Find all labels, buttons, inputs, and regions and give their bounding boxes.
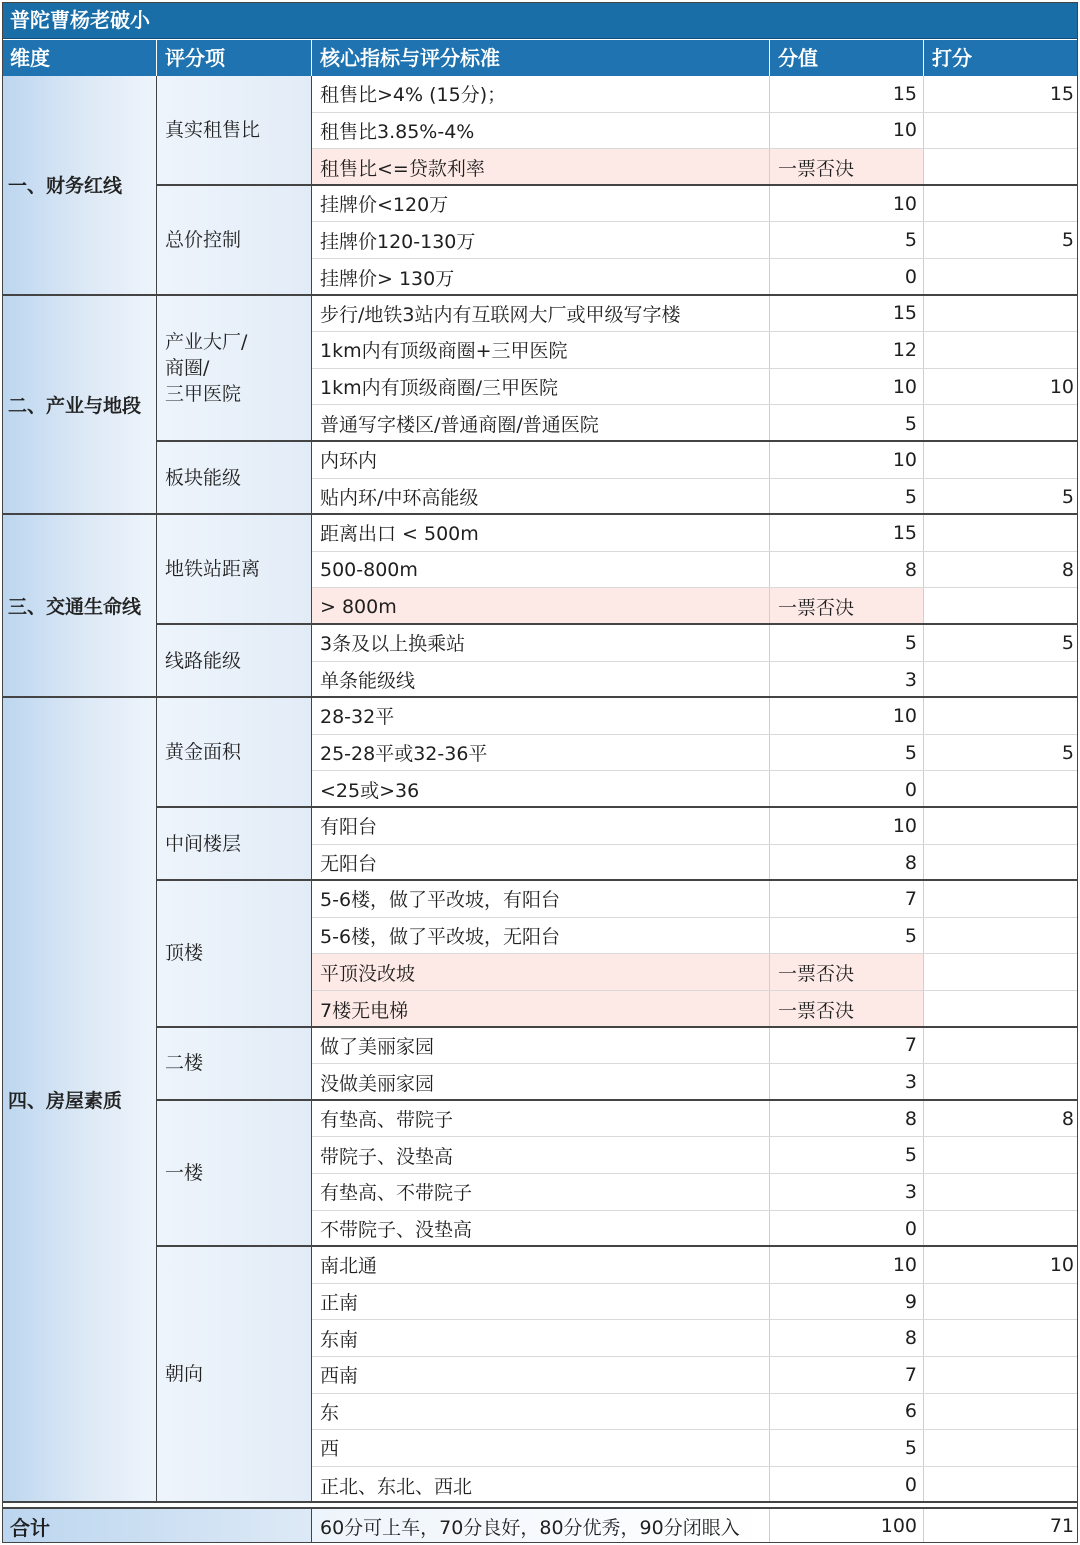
table-row: [312, 1357, 1078, 1394]
score-cell: [924, 1284, 1078, 1320]
score-cell: [924, 991, 1078, 1028]
score-cell: [924, 1430, 1078, 1466]
score-cell: [924, 405, 1078, 442]
table-row: [312, 405, 1078, 442]
item-label: 板块能级: [165, 466, 242, 489]
item-label: 二楼: [165, 1052, 204, 1075]
value-cell: 5: [770, 735, 924, 771]
item-label: 产业大厂/: [165, 330, 248, 353]
value-cell: 6: [770, 1394, 924, 1430]
item-label: 真实租售比: [165, 118, 261, 141]
table-row: [312, 332, 1078, 369]
table-row: [312, 588, 1078, 625]
total-value: 100: [770, 1509, 924, 1543]
criteria-cell: 普通写字楼区/普通商圈/普通医院: [312, 405, 770, 442]
table-row: [312, 76, 1078, 113]
dimension-cell: 一、财务红线: [2, 76, 157, 296]
score-cell: [924, 113, 1078, 149]
criteria-cell: 距离出口 < 500m: [312, 515, 770, 551]
item-label: 中间楼层: [165, 832, 242, 855]
value-cell: 10: [770, 113, 924, 149]
value-cell: 3: [770, 662, 924, 699]
item-cell: [157, 76, 312, 186]
score-cell: [924, 918, 1078, 954]
table-row: [312, 222, 1078, 259]
criteria-cell: 租售比<=贷款利率: [312, 149, 770, 186]
value-cell: 5: [770, 405, 924, 442]
score-cell: [924, 515, 1078, 551]
value-cell: 15: [770, 515, 924, 551]
value-cell: 10: [770, 698, 924, 734]
score-cell: 8: [1061, 1107, 1074, 1130]
criteria-cell: 有阳台: [312, 808, 770, 844]
score-cell: [924, 1064, 1078, 1101]
value-cell: 10: [770, 808, 924, 844]
value-cell: 8: [770, 845, 924, 882]
score-cell: [924, 1028, 1078, 1064]
score-cell: [924, 881, 1078, 917]
table-row: [312, 442, 1078, 479]
scoring-table: [2, 2, 1078, 1543]
criteria-cell: 南北通: [312, 1247, 770, 1283]
veto-value-cell: 一票否决: [770, 991, 924, 1028]
score-cell: [924, 771, 1078, 808]
value-cell: 0: [770, 259, 924, 296]
table-row: [312, 735, 1078, 772]
value-cell: 7: [770, 1357, 924, 1393]
criteria-cell: 平顶没改坡: [312, 954, 770, 990]
score-cell: [924, 1467, 1078, 1504]
criteria-cell: 租售比3.85%-4%: [312, 113, 770, 149]
score-cell: [924, 588, 1078, 625]
veto-value-cell: 一票否决: [770, 588, 924, 625]
table-row: [312, 1284, 1078, 1321]
criteria-cell: 500-800m: [312, 552, 770, 588]
header-row: [2, 40, 1078, 76]
total-criteria: 60分可上车，70分良好，80分优秀，90分闭眼入: [312, 1509, 770, 1543]
value-cell: 0: [770, 771, 924, 808]
item-label: 总价控制: [165, 228, 242, 251]
criteria-cell: 有垫高、不带院子: [312, 1174, 770, 1210]
table-row: [312, 296, 1078, 333]
criteria-cell: 有垫高、带院子: [312, 1101, 770, 1137]
criteria-cell: 3条及以上换乘站: [312, 625, 770, 661]
criteria-cell: 贴内环/中环高能级: [312, 479, 770, 516]
table-row: [312, 1320, 1078, 1357]
criteria-cell: 东: [312, 1394, 770, 1430]
header-score: 打分: [932, 46, 972, 70]
header-value: 分值: [770, 40, 924, 76]
table-row: [312, 771, 1078, 808]
score-cell: 10: [1049, 375, 1074, 398]
header-dimension: 维度: [2, 40, 157, 76]
criteria-cell: > 800m: [312, 588, 770, 625]
value-cell: 5: [770, 479, 924, 516]
item-cell: [157, 1247, 312, 1503]
table-row: [312, 881, 1078, 918]
score-cell: [924, 1137, 1078, 1173]
value-cell: 7: [770, 881, 924, 917]
table-row: [312, 1394, 1078, 1431]
criteria-cell: 5-6楼，做了平改坡，无阳台: [312, 918, 770, 954]
item-label: 三甲医院: [165, 382, 242, 405]
table-row: [312, 1028, 1078, 1065]
score-cell: [924, 1394, 1078, 1430]
score-cell: [924, 1174, 1078, 1210]
item-separator: [312, 1501, 1078, 1503]
score-cell: [924, 1357, 1078, 1393]
value-cell: 8: [770, 1320, 924, 1356]
dimension-cell: 二、产业与地段: [2, 296, 157, 516]
item-cell: [157, 1028, 312, 1101]
dimension-cell: 四、房屋素质: [2, 698, 157, 1503]
criteria-cell: 1km内有顶级商圈/三甲医院: [312, 369, 770, 405]
value-cell: 8: [770, 1101, 924, 1137]
criteria-cell: 7楼无电梯: [312, 991, 770, 1028]
criteria-cell: 单条能级线: [312, 662, 770, 699]
item-label: 商圈/: [165, 356, 210, 379]
table-row: [312, 369, 1078, 406]
score-cell: [924, 259, 1078, 296]
table-row: [312, 1430, 1078, 1467]
table-title: 普陀曹杨老破小: [2, 2, 1078, 39]
header-item: 评分项: [157, 40, 312, 76]
criteria-cell: 28-32平: [312, 698, 770, 734]
criteria-cell: 西南: [312, 1357, 770, 1393]
table-row: [312, 1064, 1078, 1101]
total-score: 71: [1049, 1515, 1074, 1537]
item-cell: [157, 1101, 312, 1247]
table-row: [312, 149, 1078, 186]
item-cell: [157, 808, 312, 881]
score-cell: 15: [1049, 82, 1074, 105]
score-cell: 10: [1049, 1253, 1074, 1276]
criteria-cell: 挂牌价<120万: [312, 186, 770, 222]
table-row: [312, 954, 1078, 991]
value-cell: 5: [770, 222, 924, 258]
value-cell: 5: [770, 1430, 924, 1466]
table-row: [312, 1211, 1078, 1248]
value-cell: 0: [770, 1467, 924, 1504]
item-label: 黄金面积: [165, 741, 242, 764]
score-cell: 5: [1061, 631, 1074, 654]
table-row: [312, 515, 1078, 552]
criteria-cell: 内环内: [312, 442, 770, 478]
score-cell: [924, 1211, 1078, 1248]
criteria-cell: 东南: [312, 1320, 770, 1356]
criteria-cell: 步行/地铁3站内有互联网大厂或甲级写字楼: [312, 296, 770, 332]
score-cell: 5: [1061, 485, 1074, 508]
criteria-cell: <25或>36: [312, 771, 770, 808]
score-cell: 5: [1061, 229, 1074, 252]
table-row: [312, 662, 1078, 699]
item-label: 顶楼: [165, 942, 204, 965]
table-row: [312, 186, 1078, 223]
table-row: [312, 552, 1078, 589]
table-row: [312, 259, 1078, 296]
table-row: [312, 1247, 1078, 1284]
criteria-cell: 带院子、没垫高: [312, 1137, 770, 1173]
score-cell: [924, 845, 1078, 882]
item-cell: [157, 881, 312, 1027]
criteria-cell: 租售比>4% (15分)；: [312, 76, 770, 112]
item-cell: [157, 186, 312, 296]
value-cell: 10: [770, 186, 924, 222]
score-cell: [924, 698, 1078, 734]
score-cell: 5: [1061, 741, 1074, 764]
total-row: [2, 1507, 1078, 1543]
criteria-cell: 正北、东北、西北: [312, 1467, 770, 1504]
item-label: 线路能级: [165, 649, 242, 672]
value-cell: 10: [770, 369, 924, 405]
score-cell: [924, 442, 1078, 478]
value-cell: 5: [770, 625, 924, 661]
item-label: 朝向: [165, 1363, 204, 1386]
value-cell: 7: [770, 1028, 924, 1064]
score-cell: [924, 296, 1078, 332]
value-cell: 8: [770, 552, 924, 588]
criteria-cell: 没做美丽家园: [312, 1064, 770, 1101]
value-cell: 9: [770, 1284, 924, 1320]
table-row: [312, 808, 1078, 845]
score-cell: [924, 186, 1078, 222]
score-cell: [924, 808, 1078, 844]
value-cell: 3: [770, 1174, 924, 1210]
criteria-cell: 正南: [312, 1284, 770, 1320]
table-row: [312, 625, 1078, 662]
criteria-cell: 25-28平或32-36平: [312, 735, 770, 771]
table-row: [312, 113, 1078, 150]
value-cell: 10: [770, 1247, 924, 1283]
value-cell: 0: [770, 1211, 924, 1248]
value-cell: 15: [770, 296, 924, 332]
total-label: 合计: [2, 1509, 312, 1543]
table-row: [312, 1137, 1078, 1174]
table-row: [312, 991, 1078, 1028]
table-row: [312, 1467, 1078, 1504]
score-cell: [924, 332, 1078, 368]
score-cell: [924, 149, 1078, 186]
criteria-cell: 1km内有顶级商圈+三甲医院: [312, 332, 770, 368]
value-cell: 10: [770, 442, 924, 478]
dimension-cell: 三、交通生命线: [2, 515, 157, 698]
item-label: 地铁站距离: [165, 558, 261, 581]
item-cell: [157, 442, 312, 515]
table-row: [312, 1174, 1078, 1211]
item-cell: [157, 296, 312, 442]
veto-value-cell: 一票否决: [770, 954, 924, 990]
value-cell: 12: [770, 332, 924, 368]
criteria-cell: 挂牌价> 130万: [312, 259, 770, 296]
item-label: 一楼: [165, 1161, 204, 1184]
score-cell: [924, 662, 1078, 699]
score-cell: 8: [1061, 558, 1074, 581]
score-cell: [924, 1320, 1078, 1356]
value-cell: 3: [770, 1064, 924, 1101]
table-row: [312, 845, 1078, 882]
item-cell: [157, 698, 312, 808]
veto-value-cell: 一票否决: [770, 149, 924, 186]
table-row: [312, 918, 1078, 955]
value-cell: 15: [770, 76, 924, 112]
item-cell: [157, 625, 312, 698]
criteria-cell: 不带院子、没垫高: [312, 1211, 770, 1248]
criteria-cell: 西: [312, 1430, 770, 1466]
criteria-cell: 5-6楼，做了平改坡，有阳台: [312, 881, 770, 917]
criteria-cell: 无阳台: [312, 845, 770, 882]
value-cell: 5: [770, 1137, 924, 1173]
table-row: [312, 698, 1078, 735]
criteria-cell: 做了美丽家园: [312, 1028, 770, 1064]
table-row: [312, 479, 1078, 516]
header-criteria: 核心指标与评分标准: [312, 40, 770, 76]
table-row: [312, 1101, 1078, 1138]
value-cell: 5: [770, 918, 924, 954]
item-cell: [157, 515, 312, 625]
score-cell: [924, 954, 1078, 990]
criteria-cell: 挂牌价120-130万: [312, 222, 770, 258]
